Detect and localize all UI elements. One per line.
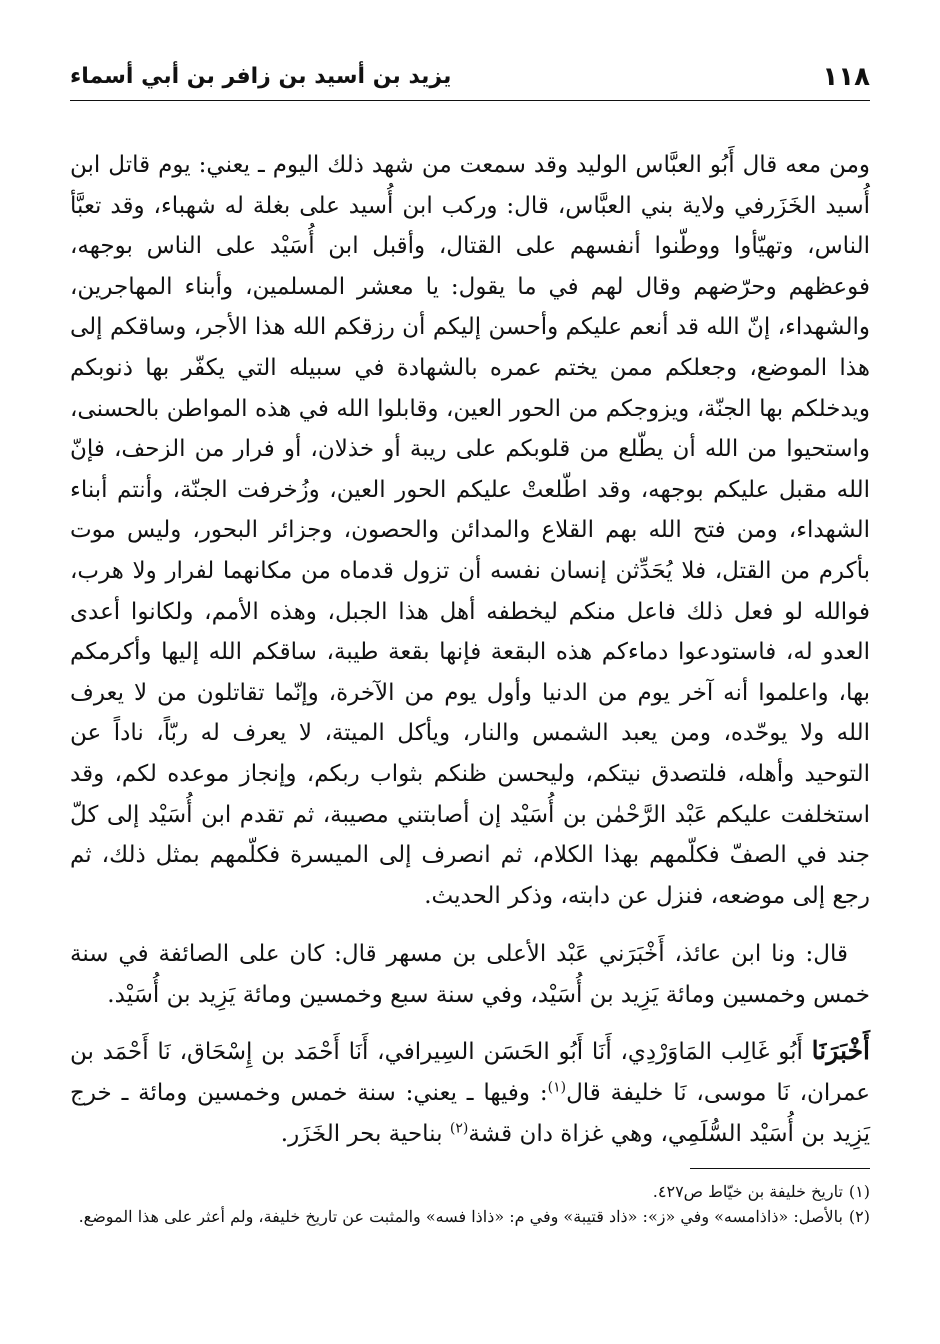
footnote-divider: [690, 1168, 870, 1169]
paragraph-3-part-3: بناحية بحر الخَزَر.: [280, 1120, 450, 1147]
paragraph-2: قال: ونا ابن عائذ، أَخْبَرَني عَبْد الأعلى بن مسهر قال: كان على الصائفة في سنة خمس وخمسين ومائة يَزِيد بن أُسَيْد، وفي سنة سبع وخمسين ومائة يَزِيد بن أُسَيْد.: [70, 941, 870, 1008]
running-title: يزيد بن أسيد بن زافر بن أبي أسماء: [70, 64, 452, 89]
footnote-number: (١): [848, 1182, 870, 1201]
footnote-text: بالأصل: «ذاذامسه» وفي «ز»: «ذاد قتيبة» وفي م: «ذاذا فسه» والمثبت عن تاريخ خليفة، ولم أعثر على هذا الموضع.: [78, 1207, 843, 1226]
lead-word: أَخْبَرَنَا: [811, 1036, 870, 1066]
paragraph-3-part-2: : وفيها ـ يعني: سنة خمس وخمسين ومائة ـ خرج يَزِيد بن أُسَيْد السُّلَمِي، وهي غزاة دان قشة: [70, 1080, 870, 1147]
footnote-text: تاريخ خليفة بن خيّاط ص٤٢٧.: [652, 1182, 843, 1201]
paragraph-3: [70, 1031, 870, 1154]
footnotes: [70, 1168, 870, 1229]
page-number: ١١٨: [822, 62, 870, 92]
footnote-1: [70, 1179, 870, 1204]
footnote-ref-1[interactable]: (١): [547, 1079, 567, 1096]
main-text: [70, 145, 870, 1154]
footnote-2: [70, 1204, 870, 1229]
running-header: [70, 60, 870, 101]
paragraph-3-part-1: أَبُو غَالِب المَاوَرْدِي، أَنَا أَبُو الحَسَن السِيرافي، أَنَا أَحْمَد بن إِسْحَاق، نَا أَحْمَد بن عمران، نَا موسى، نَا خليفة قال: [70, 1039, 870, 1107]
book-page: [70, 60, 870, 1300]
paragraph-1: ومن معه قال أَبُو العبَّاس الوليد وقد سمعت من شهد ذلك اليوم ـ يعني: يوم قاتل ابن أُسيد الخَزَرفي ولاية بني العبَّاس، قال: وركب ابن أُسيد على بغلة له شهباء، وقد تعبَّأ الناس، وتهيّأوا ووطّنوا أنفسهم على القتال، وأقبل ابن أُسَيْد على الناس بوجهه، فوعظهم وحرّضهم وقال لهم في ما يقول: يا معشر المسلمين، وأبناء المهاجرين، والشهداء، إنّ الله قد أنعم عليكم وأحسن إليكم أن رزقكم الله هذا الأجر، وساقكم إلى هذا الموضع، وجعلكم ممن يختم عمره بالشهادة في سبيله التي يكفّر بها ذنوبكم ويدخلكم بها الجنّة، ويزوجكم من الحور العين، وقابلوا الله في هذه المواطن بالحسنى، واستحيوا من الله أن يطّلع من قلوبكم على ريبة أو خذلان، أو فرار من الزحف، فإنّ الله مقبل عليكم بوجهه، وقد اطّلعتْ عليكم الحور العين، وزُخرفت الجنّة، وأنتم أبناء الشهداء، ومن فتح الله بهم القلاع والمدائن والحصون، وجزائر البحور، وليس موت بأكرم من القتل، فلا يُحَدِّثن إنسان نفسه أن تزول قدماه من مكانهما لفرار ولا هرب، فوالله لو فعل ذلك فاعل منكم ليخطفه أهل هذا الجبل، وهذه الأمم، ولكانوا أعدى العدو له، فاستودعوا دماءكم هذه البقعة فإنها بقعة طيبة، ساقكم الله إليها وأكرمكم بها، واعلموا أنه آخر يوم من الدنيا وأول يوم من الآخرة، وإنّما تقاتلون من لا يعرف الله ولا يوحّده، ومن يعبد الشمس والنار، ويأكل الميتة، لا يعرف له ربّاً، ناداً عن التوحيد وأهله، فلتصدق نيتكم، وليحسن ظنكم بثواب ربكم، وإنجاز موعده لكم، وقد استخلفت عليكم عَبْد الرَّحْمٰن بن أُسَيْد إن أصابتني مصيبة، ثم تقدم ابن أُسَيْد إلى كلّ جند في الصفّ فكلّمهم بهذا الكلام، ثم انصرف إلى الميسرة فكلّمهم بمثل ذلك، ثم رجع إلى موضعه، فنزل عن دابته، وذكر الحديث.: [70, 152, 871, 909]
footnote-number: (٢): [848, 1207, 870, 1226]
footnote-ref-2[interactable]: (٢): [449, 1120, 469, 1136]
